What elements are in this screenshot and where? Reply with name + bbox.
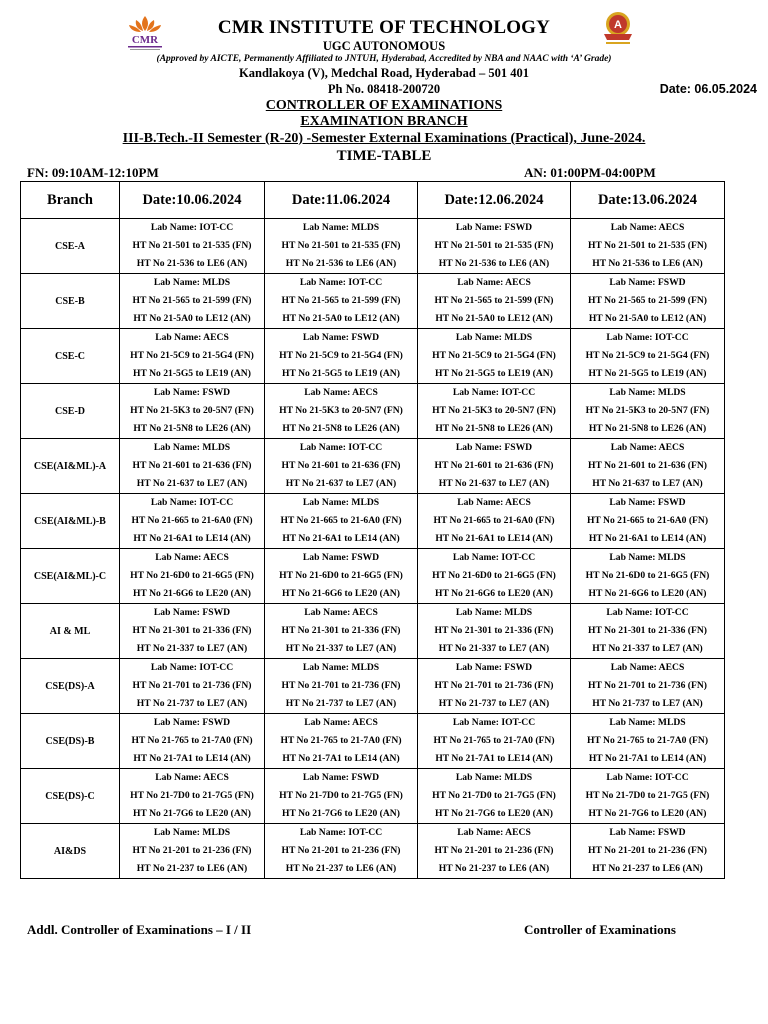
ugc-status: UGC AUTONOMOUS bbox=[322, 39, 446, 53]
table-row bbox=[21, 329, 725, 384]
lab-name: Lab Name: FSWD bbox=[609, 827, 686, 838]
fn-ht-range: HT No 21-665 to 21-6A0 (FN) bbox=[280, 515, 402, 526]
fn-ht-range: HT No 21-5K3 to 20-5N7 (FN) bbox=[432, 405, 556, 416]
lab-name: Lab Name: FSWD bbox=[153, 607, 231, 618]
lab-name: Lab Name: AECS bbox=[610, 222, 685, 233]
lab-name: Lab Name: IOT-CC bbox=[606, 332, 689, 343]
an-ht-range: HT No 21-237 to LE6 (AN) bbox=[438, 863, 550, 874]
fn-ht-range: HT No 21-601 to 21-636 (FN) bbox=[281, 460, 401, 471]
fn-ht-range: HT No 21-665 to 21-6A0 (FN) bbox=[586, 515, 709, 526]
an-ht-range: HT No 21-7A1 to LE14 (AN) bbox=[435, 753, 553, 764]
fn-ht-range: HT No 21-765 to 21-7A0 (FN) bbox=[131, 735, 253, 746]
fn-ht-range: HT No 21-6D0 to 21-6G5 (FN) bbox=[585, 570, 710, 581]
table-row bbox=[21, 714, 725, 769]
lab-name: Lab Name: AECS bbox=[155, 772, 229, 783]
branch-cell: CSE(AI&ML)-C bbox=[21, 549, 120, 604]
lab-name: Lab Name: MLDS bbox=[153, 277, 231, 288]
exam-slot-cell bbox=[571, 549, 725, 604]
exam-slot-cell bbox=[571, 604, 725, 659]
an-ht-range: HT No 21-5G5 to LE19 (AN) bbox=[282, 368, 400, 379]
an-ht-range: HT No 21-6A1 to LE14 (AN) bbox=[588, 533, 707, 544]
exam-slot-cell bbox=[571, 714, 725, 769]
branch-cell: CSE(DS)-A bbox=[21, 659, 120, 714]
column-header: Date:12.06.2024 bbox=[418, 182, 571, 219]
exam-slot-cell bbox=[418, 329, 571, 384]
table-row bbox=[21, 769, 725, 824]
fn-ht-range: HT No 21-7D0 to 21-7G5 (FN) bbox=[130, 790, 254, 801]
lab-name: Lab Name: MLDS bbox=[455, 772, 533, 783]
lab-name: Lab Name: MLDS bbox=[609, 387, 686, 398]
exam-slot-cell bbox=[265, 329, 418, 384]
exam-slot-cell bbox=[120, 604, 265, 659]
fn-ht-range: HT No 21-501 to 21-535 (FN) bbox=[281, 240, 401, 251]
lab-name: Lab Name: FSWD bbox=[302, 552, 380, 563]
branch-cell: CSE-C bbox=[21, 329, 120, 384]
fn-ht-range: HT No 21-601 to 21-636 (FN) bbox=[588, 460, 707, 471]
fn-ht-range: HT No 21-7D0 to 21-7G5 (FN) bbox=[585, 790, 710, 801]
an-session-time: AN: 01:00PM-04:00PM bbox=[524, 165, 656, 180]
lab-name: Lab Name: MLDS bbox=[153, 827, 231, 838]
exam-slot-cell bbox=[265, 439, 418, 494]
lab-name: Lab Name: IOT-CC bbox=[150, 497, 234, 508]
an-ht-range: HT No 21-637 to LE7 (AN) bbox=[285, 478, 397, 489]
exam-slot-cell bbox=[265, 659, 418, 714]
an-ht-range: HT No 21-7G6 to LE20 (AN) bbox=[282, 808, 400, 819]
lab-name: Lab Name: IOT-CC bbox=[150, 662, 234, 673]
exam-slot-cell bbox=[265, 604, 418, 659]
fn-ht-range: HT No 21-301 to 21-336 (FN) bbox=[132, 625, 252, 636]
fn-ht-range: HT No 21-5K3 to 20-5N7 (FN) bbox=[585, 405, 710, 416]
an-ht-range: HT No 21-7A1 to LE14 (AN) bbox=[133, 753, 251, 764]
fn-ht-range: HT No 21-5C9 to 21-5G4 (FN) bbox=[432, 350, 556, 361]
table-row bbox=[21, 824, 725, 879]
lab-name: Lab Name: AECS bbox=[457, 497, 531, 508]
fn-ht-range: HT No 21-565 to 21-599 (FN) bbox=[132, 295, 252, 306]
issue-date: Date: 06.05.2024 bbox=[659, 82, 757, 96]
table-row bbox=[21, 604, 725, 659]
an-ht-range: HT No 21-737 to LE7 (AN) bbox=[592, 698, 703, 709]
fn-ht-range: HT No 21-765 to 21-7A0 (FN) bbox=[280, 735, 402, 746]
lab-name: Lab Name: AECS bbox=[155, 332, 229, 343]
exam-slot-cell bbox=[571, 824, 725, 879]
lab-name: Lab Name: FSWD bbox=[609, 277, 686, 288]
an-ht-range: HT No 21-7A1 to LE14 (AN) bbox=[588, 753, 707, 764]
an-ht-range: HT No 21-5G5 to LE19 (AN) bbox=[588, 368, 707, 379]
an-ht-range: HT No 21-7G6 to LE20 (AN) bbox=[435, 808, 553, 819]
fn-ht-range: HT No 21-765 to 21-7A0 (FN) bbox=[586, 735, 709, 746]
lab-name: Lab Name: MLDS bbox=[302, 222, 380, 233]
exam-slot-cell bbox=[120, 659, 265, 714]
exam-slot-cell bbox=[418, 549, 571, 604]
timetable-table bbox=[20, 181, 725, 879]
lab-name: Lab Name: AECS bbox=[304, 607, 378, 618]
exam-slot-cell bbox=[418, 659, 571, 714]
branch-cell: AI&DS bbox=[21, 824, 120, 879]
exam-slot-cell bbox=[418, 219, 571, 274]
lab-name: Lab Name: IOT-CC bbox=[452, 717, 536, 728]
table-row bbox=[21, 659, 725, 714]
exam-slot-cell bbox=[418, 439, 571, 494]
column-header: Date:11.06.2024 bbox=[265, 182, 418, 219]
fn-ht-range: HT No 21-5K3 to 20-5N7 (FN) bbox=[130, 405, 254, 416]
lab-name: Lab Name: FSWD bbox=[302, 772, 380, 783]
exam-slot-cell bbox=[571, 494, 725, 549]
exam-slot-cell bbox=[418, 604, 571, 659]
an-ht-range: HT No 21-6A1 to LE14 (AN) bbox=[282, 533, 400, 544]
branch-cell: CSE(DS)-B bbox=[21, 714, 120, 769]
exam-slot-cell bbox=[265, 219, 418, 274]
addl-controller-signature: Addl. Controller of Examinations – I / II bbox=[27, 922, 252, 937]
an-ht-range: HT No 21-5A0 to LE12 (AN) bbox=[435, 313, 553, 324]
lab-name: Lab Name: FSWD bbox=[153, 387, 231, 398]
lab-name: Lab Name: IOT-CC bbox=[606, 772, 689, 783]
lab-name: Lab Name: IOT-CC bbox=[299, 277, 383, 288]
table-row bbox=[21, 384, 725, 439]
fn-session-time: FN: 09:10AM-12:10PM bbox=[27, 165, 159, 180]
fn-ht-range: HT No 21-701 to 21-736 (FN) bbox=[281, 680, 401, 691]
fn-ht-range: HT No 21-6D0 to 21-6G5 (FN) bbox=[432, 570, 556, 581]
exam-slot-cell bbox=[265, 274, 418, 329]
an-ht-range: HT No 21-237 to LE6 (AN) bbox=[592, 863, 703, 874]
table-header-row bbox=[21, 182, 725, 219]
lab-name: Lab Name: MLDS bbox=[609, 552, 686, 563]
fn-ht-range: HT No 21-601 to 21-636 (FN) bbox=[132, 460, 252, 471]
branch-cell: CSE(AI&ML)-B bbox=[21, 494, 120, 549]
exam-slot-cell bbox=[571, 274, 725, 329]
exam-slot-cell bbox=[265, 384, 418, 439]
column-header: Branch bbox=[21, 182, 120, 219]
exam-slot-cell bbox=[120, 769, 265, 824]
exam-slot-cell bbox=[120, 219, 265, 274]
an-ht-range: HT No 21-5N8 to LE26 (AN) bbox=[588, 423, 707, 434]
fn-ht-range: HT No 21-201 to 21-236 (FN) bbox=[434, 845, 554, 856]
lab-name: Lab Name: FSWD bbox=[153, 717, 231, 728]
lab-name: Lab Name: IOT-CC bbox=[452, 552, 536, 563]
exam-slot-cell bbox=[120, 439, 265, 494]
fn-ht-range: HT No 21-5K3 to 20-5N7 (FN) bbox=[279, 405, 403, 416]
fn-ht-range: HT No 21-765 to 21-7A0 (FN) bbox=[433, 735, 555, 746]
exam-slot-cell bbox=[120, 714, 265, 769]
lab-name: Lab Name: MLDS bbox=[609, 717, 686, 728]
exam-slot-cell bbox=[571, 384, 725, 439]
an-ht-range: HT No 21-7G6 to LE20 (AN) bbox=[588, 808, 707, 819]
lab-name: Lab Name: FSWD bbox=[455, 442, 533, 453]
fn-ht-range: HT No 21-665 to 21-6A0 (FN) bbox=[433, 515, 555, 526]
an-ht-range: HT No 21-5N8 to LE26 (AN) bbox=[282, 423, 400, 434]
exam-slot-cell bbox=[265, 769, 418, 824]
exam-slot-cell bbox=[120, 274, 265, 329]
exam-slot-cell bbox=[418, 384, 571, 439]
logo-text: CMR bbox=[131, 34, 159, 46]
fn-ht-range: HT No 21-565 to 21-599 (FN) bbox=[434, 295, 554, 306]
an-ht-range: HT No 21-6G6 to LE20 (AN) bbox=[435, 588, 553, 599]
an-ht-range: HT No 21-5A0 to LE12 (AN) bbox=[133, 313, 251, 324]
an-ht-range: HT No 21-7A1 to LE14 (AN) bbox=[282, 753, 400, 764]
fn-ht-range: HT No 21-701 to 21-736 (FN) bbox=[132, 680, 252, 691]
an-ht-range: HT No 21-337 to LE7 (AN) bbox=[592, 643, 703, 654]
an-ht-range: HT No 21-337 to LE7 (AN) bbox=[438, 643, 550, 654]
lab-name: Lab Name: MLDS bbox=[455, 607, 533, 618]
phone-number: Ph No. 08418-200720 bbox=[327, 82, 441, 96]
lab-name: Lab Name: MLDS bbox=[302, 497, 380, 508]
fn-ht-range: HT No 21-5C9 to 21-5G4 (FN) bbox=[279, 350, 403, 361]
exam-slot-cell bbox=[571, 439, 725, 494]
fn-ht-range: HT No 21-701 to 21-736 (FN) bbox=[434, 680, 554, 691]
fn-ht-range: HT No 21-201 to 21-236 (FN) bbox=[281, 845, 401, 856]
lab-name: Lab Name: IOT-CC bbox=[606, 607, 689, 618]
fn-ht-range: HT No 21-6D0 to 21-6G5 (FN) bbox=[279, 570, 403, 581]
exam-slot-cell bbox=[120, 824, 265, 879]
an-ht-range: HT No 21-5A0 to LE12 (AN) bbox=[588, 313, 707, 324]
lab-name: Lab Name: IOT-CC bbox=[299, 827, 383, 838]
fn-ht-range: HT No 21-501 to 21-535 (FN) bbox=[588, 240, 707, 251]
fn-ht-range: HT No 21-501 to 21-535 (FN) bbox=[132, 240, 252, 251]
exam-slot-cell bbox=[571, 769, 725, 824]
an-ht-range: HT No 21-637 to LE7 (AN) bbox=[438, 478, 550, 489]
fn-ht-range: HT No 21-201 to 21-236 (FN) bbox=[132, 845, 252, 856]
an-ht-range: HT No 21-6G6 to LE20 (AN) bbox=[282, 588, 400, 599]
lab-name: Lab Name: IOT-CC bbox=[452, 387, 536, 398]
an-ht-range: HT No 21-6A1 to LE14 (AN) bbox=[133, 533, 251, 544]
an-ht-range: HT No 21-536 to LE6 (AN) bbox=[438, 258, 550, 269]
exam-slot-cell bbox=[120, 494, 265, 549]
lab-name: Lab Name: AECS bbox=[457, 277, 531, 288]
exam-slot-cell bbox=[418, 714, 571, 769]
lab-name: Lab Name: FSWD bbox=[609, 497, 686, 508]
table-row bbox=[21, 494, 725, 549]
exam-slot-cell bbox=[571, 329, 725, 384]
lab-name: Lab Name: FSWD bbox=[455, 662, 533, 673]
branch-cell: CSE(DS)-C bbox=[21, 769, 120, 824]
fn-ht-range: HT No 21-701 to 21-736 (FN) bbox=[588, 680, 707, 691]
exam-slot-cell bbox=[120, 549, 265, 604]
an-ht-range: HT No 21-6A1 to LE14 (AN) bbox=[435, 533, 553, 544]
exam-slot-cell bbox=[418, 494, 571, 549]
controller-signature: Controller of Examinations bbox=[524, 922, 676, 937]
lab-name: Lab Name: AECS bbox=[155, 552, 229, 563]
table-row bbox=[21, 549, 725, 604]
lab-name: Lab Name: FSWD bbox=[455, 222, 533, 233]
badge-letter: A bbox=[614, 19, 622, 31]
exam-slot-cell bbox=[265, 714, 418, 769]
lab-name: Lab Name: IOT-CC bbox=[150, 222, 234, 233]
fn-ht-range: HT No 21-565 to 21-599 (FN) bbox=[281, 295, 401, 306]
branch-cell: AI & ML bbox=[21, 604, 120, 659]
institute-name: CMR INSTITUTE OF TECHNOLOGY bbox=[217, 17, 551, 38]
controller-heading: CONTROLLER OF EXAMINATIONS bbox=[265, 98, 503, 113]
lab-name: Lab Name: MLDS bbox=[302, 662, 380, 673]
lab-name: Lab Name: AECS bbox=[610, 442, 685, 453]
an-ht-range: HT No 21-5N8 to LE26 (AN) bbox=[133, 423, 251, 434]
column-header: Date:13.06.2024 bbox=[571, 182, 725, 219]
an-ht-range: HT No 21-6G6 to LE20 (AN) bbox=[588, 588, 707, 599]
an-ht-range: HT No 21-5A0 to LE12 (AN) bbox=[282, 313, 400, 324]
fn-ht-range: HT No 21-665 to 21-6A0 (FN) bbox=[131, 515, 253, 526]
fn-ht-range: HT No 21-7D0 to 21-7G5 (FN) bbox=[279, 790, 403, 801]
branch-cell: CSE-A bbox=[21, 219, 120, 274]
lab-name: Lab Name: AECS bbox=[610, 662, 685, 673]
fn-ht-range: HT No 21-301 to 21-336 (FN) bbox=[434, 625, 554, 636]
an-ht-range: HT No 21-5N8 to LE26 (AN) bbox=[435, 423, 553, 434]
an-ht-range: HT No 21-737 to LE7 (AN) bbox=[438, 698, 550, 709]
lab-name: Lab Name: AECS bbox=[304, 387, 378, 398]
an-ht-range: HT No 21-536 to LE6 (AN) bbox=[136, 258, 248, 269]
exam-slot-cell bbox=[120, 329, 265, 384]
fn-ht-range: HT No 21-5C9 to 21-5G4 (FN) bbox=[585, 350, 710, 361]
an-ht-range: HT No 21-237 to LE6 (AN) bbox=[136, 863, 248, 874]
approval-line: (Approved by AICTE, Permanently Affiliated to JNTUH, Hyderabad, Accredited by NBA and NAAC with ‘A’ Grade) bbox=[156, 54, 612, 64]
exam-slot-cell bbox=[265, 824, 418, 879]
exam-slot-cell bbox=[418, 274, 571, 329]
lab-name: Lab Name: MLDS bbox=[455, 332, 533, 343]
an-ht-range: HT No 21-637 to LE7 (AN) bbox=[136, 478, 248, 489]
fn-ht-range: HT No 21-601 to 21-636 (FN) bbox=[434, 460, 554, 471]
branch-cell: CSE(AI&ML)-A bbox=[21, 439, 120, 494]
fn-ht-range: HT No 21-201 to 21-236 (FN) bbox=[588, 845, 707, 856]
an-ht-range: HT No 21-337 to LE7 (AN) bbox=[285, 643, 397, 654]
an-ht-range: HT No 21-237 to LE6 (AN) bbox=[285, 863, 397, 874]
exam-slot-cell bbox=[120, 384, 265, 439]
an-ht-range: HT No 21-536 to LE6 (AN) bbox=[285, 258, 397, 269]
exam-slot-cell bbox=[265, 494, 418, 549]
lab-name: Lab Name: IOT-CC bbox=[299, 442, 383, 453]
lab-name: Lab Name: FSWD bbox=[302, 332, 380, 343]
table-body bbox=[21, 219, 725, 879]
branch-cell: CSE-D bbox=[21, 384, 120, 439]
fn-ht-range: HT No 21-6D0 to 21-6G5 (FN) bbox=[130, 570, 254, 581]
fn-ht-range: HT No 21-301 to 21-336 (FN) bbox=[588, 625, 707, 636]
table-row bbox=[21, 219, 725, 274]
an-ht-range: HT No 21-5G5 to LE19 (AN) bbox=[133, 368, 251, 379]
fn-ht-range: HT No 21-501 to 21-535 (FN) bbox=[434, 240, 554, 251]
exam-slot-cell bbox=[265, 549, 418, 604]
lab-name: Lab Name: AECS bbox=[304, 717, 378, 728]
an-ht-range: HT No 21-6G6 to LE20 (AN) bbox=[133, 588, 251, 599]
fn-ht-range: HT No 21-7D0 to 21-7G5 (FN) bbox=[432, 790, 556, 801]
lab-name: Lab Name: AECS bbox=[457, 827, 531, 838]
lab-name: Lab Name: MLDS bbox=[153, 442, 231, 453]
fn-ht-range: HT No 21-301 to 21-336 (FN) bbox=[281, 625, 401, 636]
an-ht-range: HT No 21-536 to LE6 (AN) bbox=[592, 258, 703, 269]
table-row bbox=[21, 274, 725, 329]
examination-branch-heading: EXAMINATION BRANCH bbox=[300, 114, 468, 129]
exam-slot-cell bbox=[571, 659, 725, 714]
an-ht-range: HT No 21-337 to LE7 (AN) bbox=[136, 643, 248, 654]
column-header: Date:10.06.2024 bbox=[120, 182, 265, 219]
an-ht-range: HT No 21-737 to LE7 (AN) bbox=[285, 698, 397, 709]
exam-slot-cell bbox=[418, 824, 571, 879]
branch-cell: CSE-B bbox=[21, 274, 120, 329]
an-ht-range: HT No 21-637 to LE7 (AN) bbox=[592, 478, 703, 489]
fn-ht-range: HT No 21-565 to 21-599 (FN) bbox=[588, 295, 707, 306]
fn-ht-range: HT No 21-5C9 to 21-5G4 (FN) bbox=[130, 350, 254, 361]
exam-title: III-B.Tech.-II Semester (R-20) -Semester External Examinations (Practical), June-2024. bbox=[122, 131, 646, 146]
address: Kandlakoya (V), Medchal Road, Hyderabad – 501 401 bbox=[239, 66, 529, 80]
exam-slot-cell bbox=[571, 219, 725, 274]
an-ht-range: HT No 21-7G6 to LE20 (AN) bbox=[133, 808, 251, 819]
table-row bbox=[21, 439, 725, 494]
timetable-heading: TIME-TABLE bbox=[336, 148, 432, 164]
an-ht-range: HT No 21-737 to LE7 (AN) bbox=[136, 698, 248, 709]
exam-slot-cell bbox=[418, 769, 571, 824]
an-ht-range: HT No 21-5G5 to LE19 (AN) bbox=[435, 368, 553, 379]
